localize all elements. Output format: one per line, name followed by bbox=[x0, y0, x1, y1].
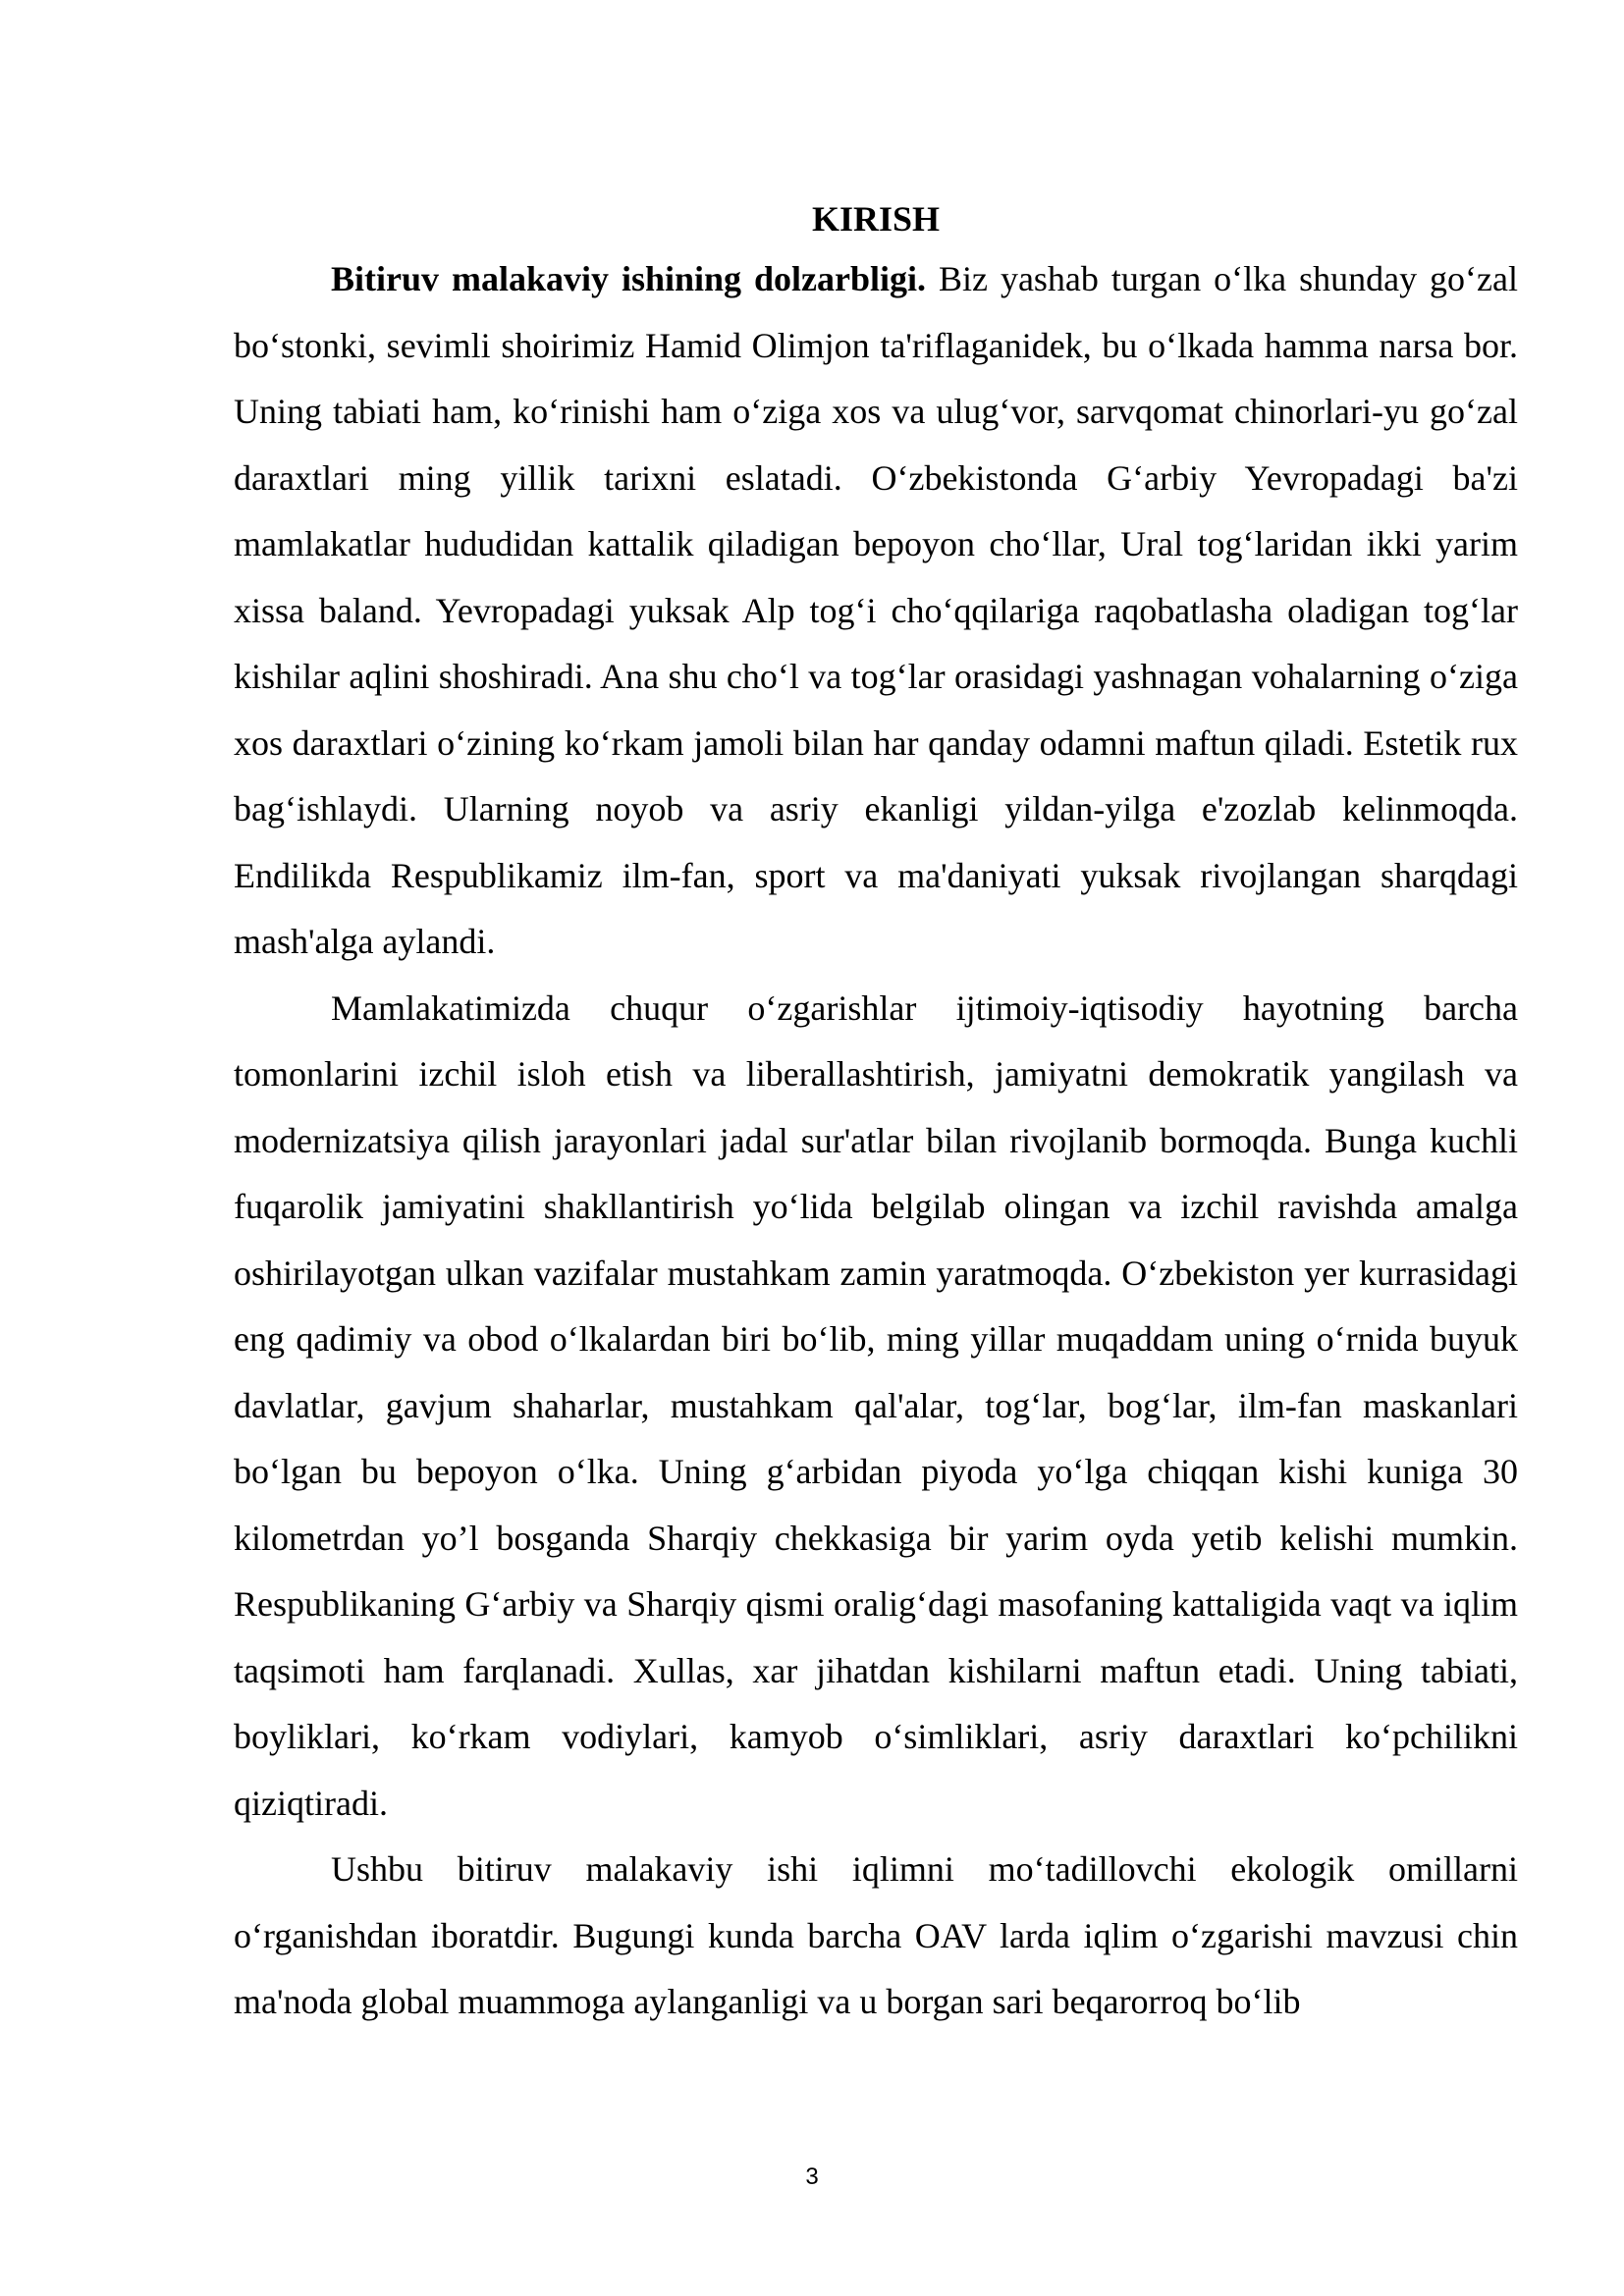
paragraph-text: Biz yashab turgan o‘lka shunday go‘zal bo‘stonki, sevimli shoirimiz Hamid Olimjon ta'riflaganidek, bu o‘lkada hamma narsa bor. Uning tabiati ham, ko‘rinishi ham o‘ziga xos va ulug‘vor, sarvqomat chinorlari-yu go‘zal daraxtlari ming yillik tarixni eslatadi. O‘zbekistonda G‘arbiy Yevropadagi ba'zi mamlakatlar hududidan kattalik qiladigan bepoyon cho‘llar, Ural tog‘laridan ikki yarim xissa baland. Yevropadagi yuksak Alp tog‘i cho‘qqilariga raqobatlasha oladigan tog‘lar kishilar aqlini shoshiradi. Ana shu cho‘l va tog‘lar orasidagi yashnagan vohalarning o‘ziga xos daraxtlari o‘zining ko‘rkam jamoli bilan har qanday odamni maftun qiladi. Estetik rux bag‘ishlaydi. Ularning noyob va asriy ekanligi yildan-yilga e'zozlab kelinmoqda. Endilikda Respublikamiz ilm-fan, sport va ma'daniyati yuksak rivojlangan sharqdagi mash'alga aylandi. bbox=[234, 259, 1518, 961]
page-number: 3 bbox=[805, 2163, 819, 2190]
paragraph-text: Ushbu bitiruv malakaviy ishi iqlimni mo‘tadillovchi ekologik omillarni o‘rganishdan iboratdir. Bugungi kunda barcha OAV larda iqlim o‘zgarishi mavzusi chin ma'noda global muammoga aylanganligi va u borgan sari beqarorroq bo‘lib bbox=[234, 1849, 1518, 2021]
paragraph-thesis-aim bbox=[234, 1837, 1518, 2036]
paragraph-text: Mamlakatimizda chuqur o‘zgarishlar ijtimoiy-iqtisodiy hayotning barcha tomonlarini izchil isloh etish va liberallashtirish, jamiyatni demokratik yangilash va modernizatsiya qilish jarayonlari jadal sur'atlar bilan rivojlanib bormoqda. Bunga kuchli fuqarolik jamiyatini shakllantirish yo‘lida belgilab olingan va izchil ravishda amalga oshirilayotgan ulkan vazifalar mustahkam zamin yaratmoqda. O‘zbekiston yer kurrasidagi eng qadimiy va obod o‘lkalardan biri bo‘lib, ming yillar muqaddam uning o‘rnida buyuk davlatlar, gavjum shaharlar, mustahkam qal'alar, tog‘lar, bog‘lar, ilm-fan maskanlari bo‘lgan bu bepoyon o‘lka. Uning g‘arbidan piyoda yo‘lga chiqqan kishi kuniga 30 kilometrdan yo’l bosganda Sharqiy chekkasiga bir yarim oyda yetib kelishi mumkin. Respublikaning G‘arbiy va Sharqiy qismi oralig‘dagi masofaning kattaligida vaqt va iqlim taqsimoti ham farqlanadi. Xullas, xar jihatdan kishilarni maftun etadi. Uning tabiati, boyliklari, ko‘rkam vodiylari, kamyob o‘simliklari, asriy daraxtlari ko‘pchilikni qiziqtiradi. bbox=[234, 988, 1518, 1823]
paragraph-relevance bbox=[234, 246, 1518, 976]
page-body bbox=[234, 191, 1518, 2036]
paragraph-lead-bold: Bitiruv malakaviy ishining dolzarbligi. bbox=[331, 259, 927, 298]
page-heading: KIRISH bbox=[811, 199, 941, 239]
paragraph-reforms bbox=[234, 976, 1518, 1838]
